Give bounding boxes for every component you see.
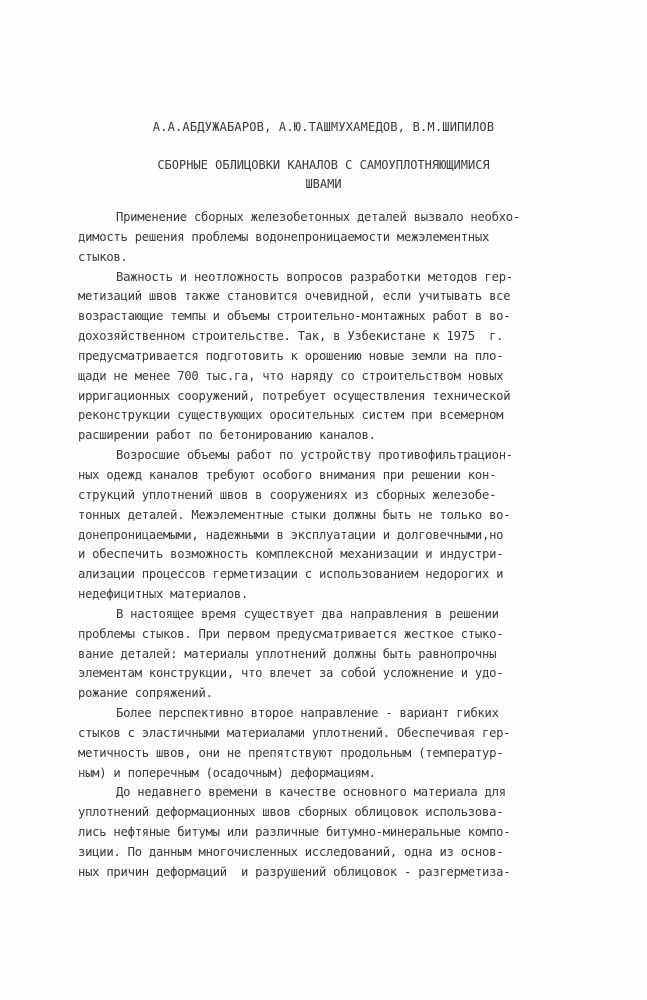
body-text [78, 208, 598, 883]
body-line: предусматривается подготовить к орошению новые земли на пло- [78, 348, 504, 363]
body-line: донепроницаемыми, надежными в эксплуатации и долговечными,но [78, 527, 504, 542]
body-line: лись нефтяные битумы или различные битумно-минеральные компо- [78, 825, 511, 840]
body-line: струкций уплотнений швов в сооружениях из сборных железобе- [78, 487, 497, 502]
body-line: уплотнений деформационных швов сборных облицовок использова- [78, 805, 504, 820]
body-line: щади не менее 700 тыс.га, что наряду со строительством новых [78, 368, 504, 383]
body-line: зиции. По данным многочисленных исследований, одна из основ- [78, 845, 504, 859]
body-line: возрастающие темпы и объемы строительно-монтажных работ в во- [78, 309, 511, 324]
body-line: стыков с эластичными материалами уплотнений. Обеспечивая гер- [78, 725, 511, 740]
body-line: Возросшие объемы работ по устройству противофильтрацион- [116, 448, 513, 463]
body-line: расширении работ по бетонированию каналов. [78, 428, 376, 443]
body-line: Важность и неотложность вопросов разработки методов гер- [116, 269, 513, 284]
body-line: Применение сборных железобетонных деталей вызвало необхо- [116, 210, 520, 224]
body-line: недефицитных материалов. [78, 587, 249, 602]
authors-line: А.А.АБДУЖАБАРОВ, А.Ю.ТАШМУХАМЕДОВ, В.М.ШИПИЛОВ [152, 120, 495, 134]
body-line: До недавнего времени в качестве основного материала для [116, 785, 506, 800]
body-line: метизаций швов также становится очевидной, если учитывать все [78, 289, 511, 304]
body-line: ных причин деформаций и разрушений облицовок - разгерметиза- [78, 864, 511, 879]
body-line: элементам конструкции, что влечет за собой усложнение и удо- [78, 666, 504, 681]
body-line: димость решения проблемы водонепроницаемости межэлементных [78, 229, 490, 244]
title-line-2: ШВАМИ [305, 177, 342, 191]
body-line: рожание сопряжений. [78, 686, 213, 701]
title-line-1: СБОРНЫЕ ОБЛИЦОВКИ КАНАЛОВ С САМОУПЛОТНЯЮЩИМИСЯ [157, 158, 490, 172]
body-line: ирригационных сооружений, потребует осуществления технической [78, 388, 511, 403]
body-line: тонных деталей. Межэлементные стыки должны быть не только во- [78, 507, 511, 522]
body-line: ным) и поперечным (осадочным) деформациям. [78, 765, 376, 780]
body-line: Более перспективно второе направление - вариант гибких [116, 706, 499, 721]
body-line: дохозяйственном строительстве. Так, в Узбекистане к 1975 г. [78, 329, 504, 344]
body-line: метичность швов, они не препятствуют продольным (температур- [78, 745, 504, 760]
body-line: и обеспечить возможность комплексной механизации и индустри- [78, 547, 504, 562]
body-line: проблемы стыков. При первом предусматривается жесткое стыко- [78, 626, 504, 641]
body-line: ных одежд каналов требуют особого внимания при решении кон- [78, 467, 497, 482]
body-line: В настоящее время существует два направления в решении [116, 606, 499, 621]
body-line: ализации процессов герметизации с использованием недорогих и [78, 567, 504, 582]
body-line: вание деталей: материалы уплотнений должны быть равнопрочны [78, 646, 497, 661]
body-line: стыков. [78, 249, 128, 264]
body-line: реконструкции существующих оросительных систем при всемерном [78, 408, 504, 423]
